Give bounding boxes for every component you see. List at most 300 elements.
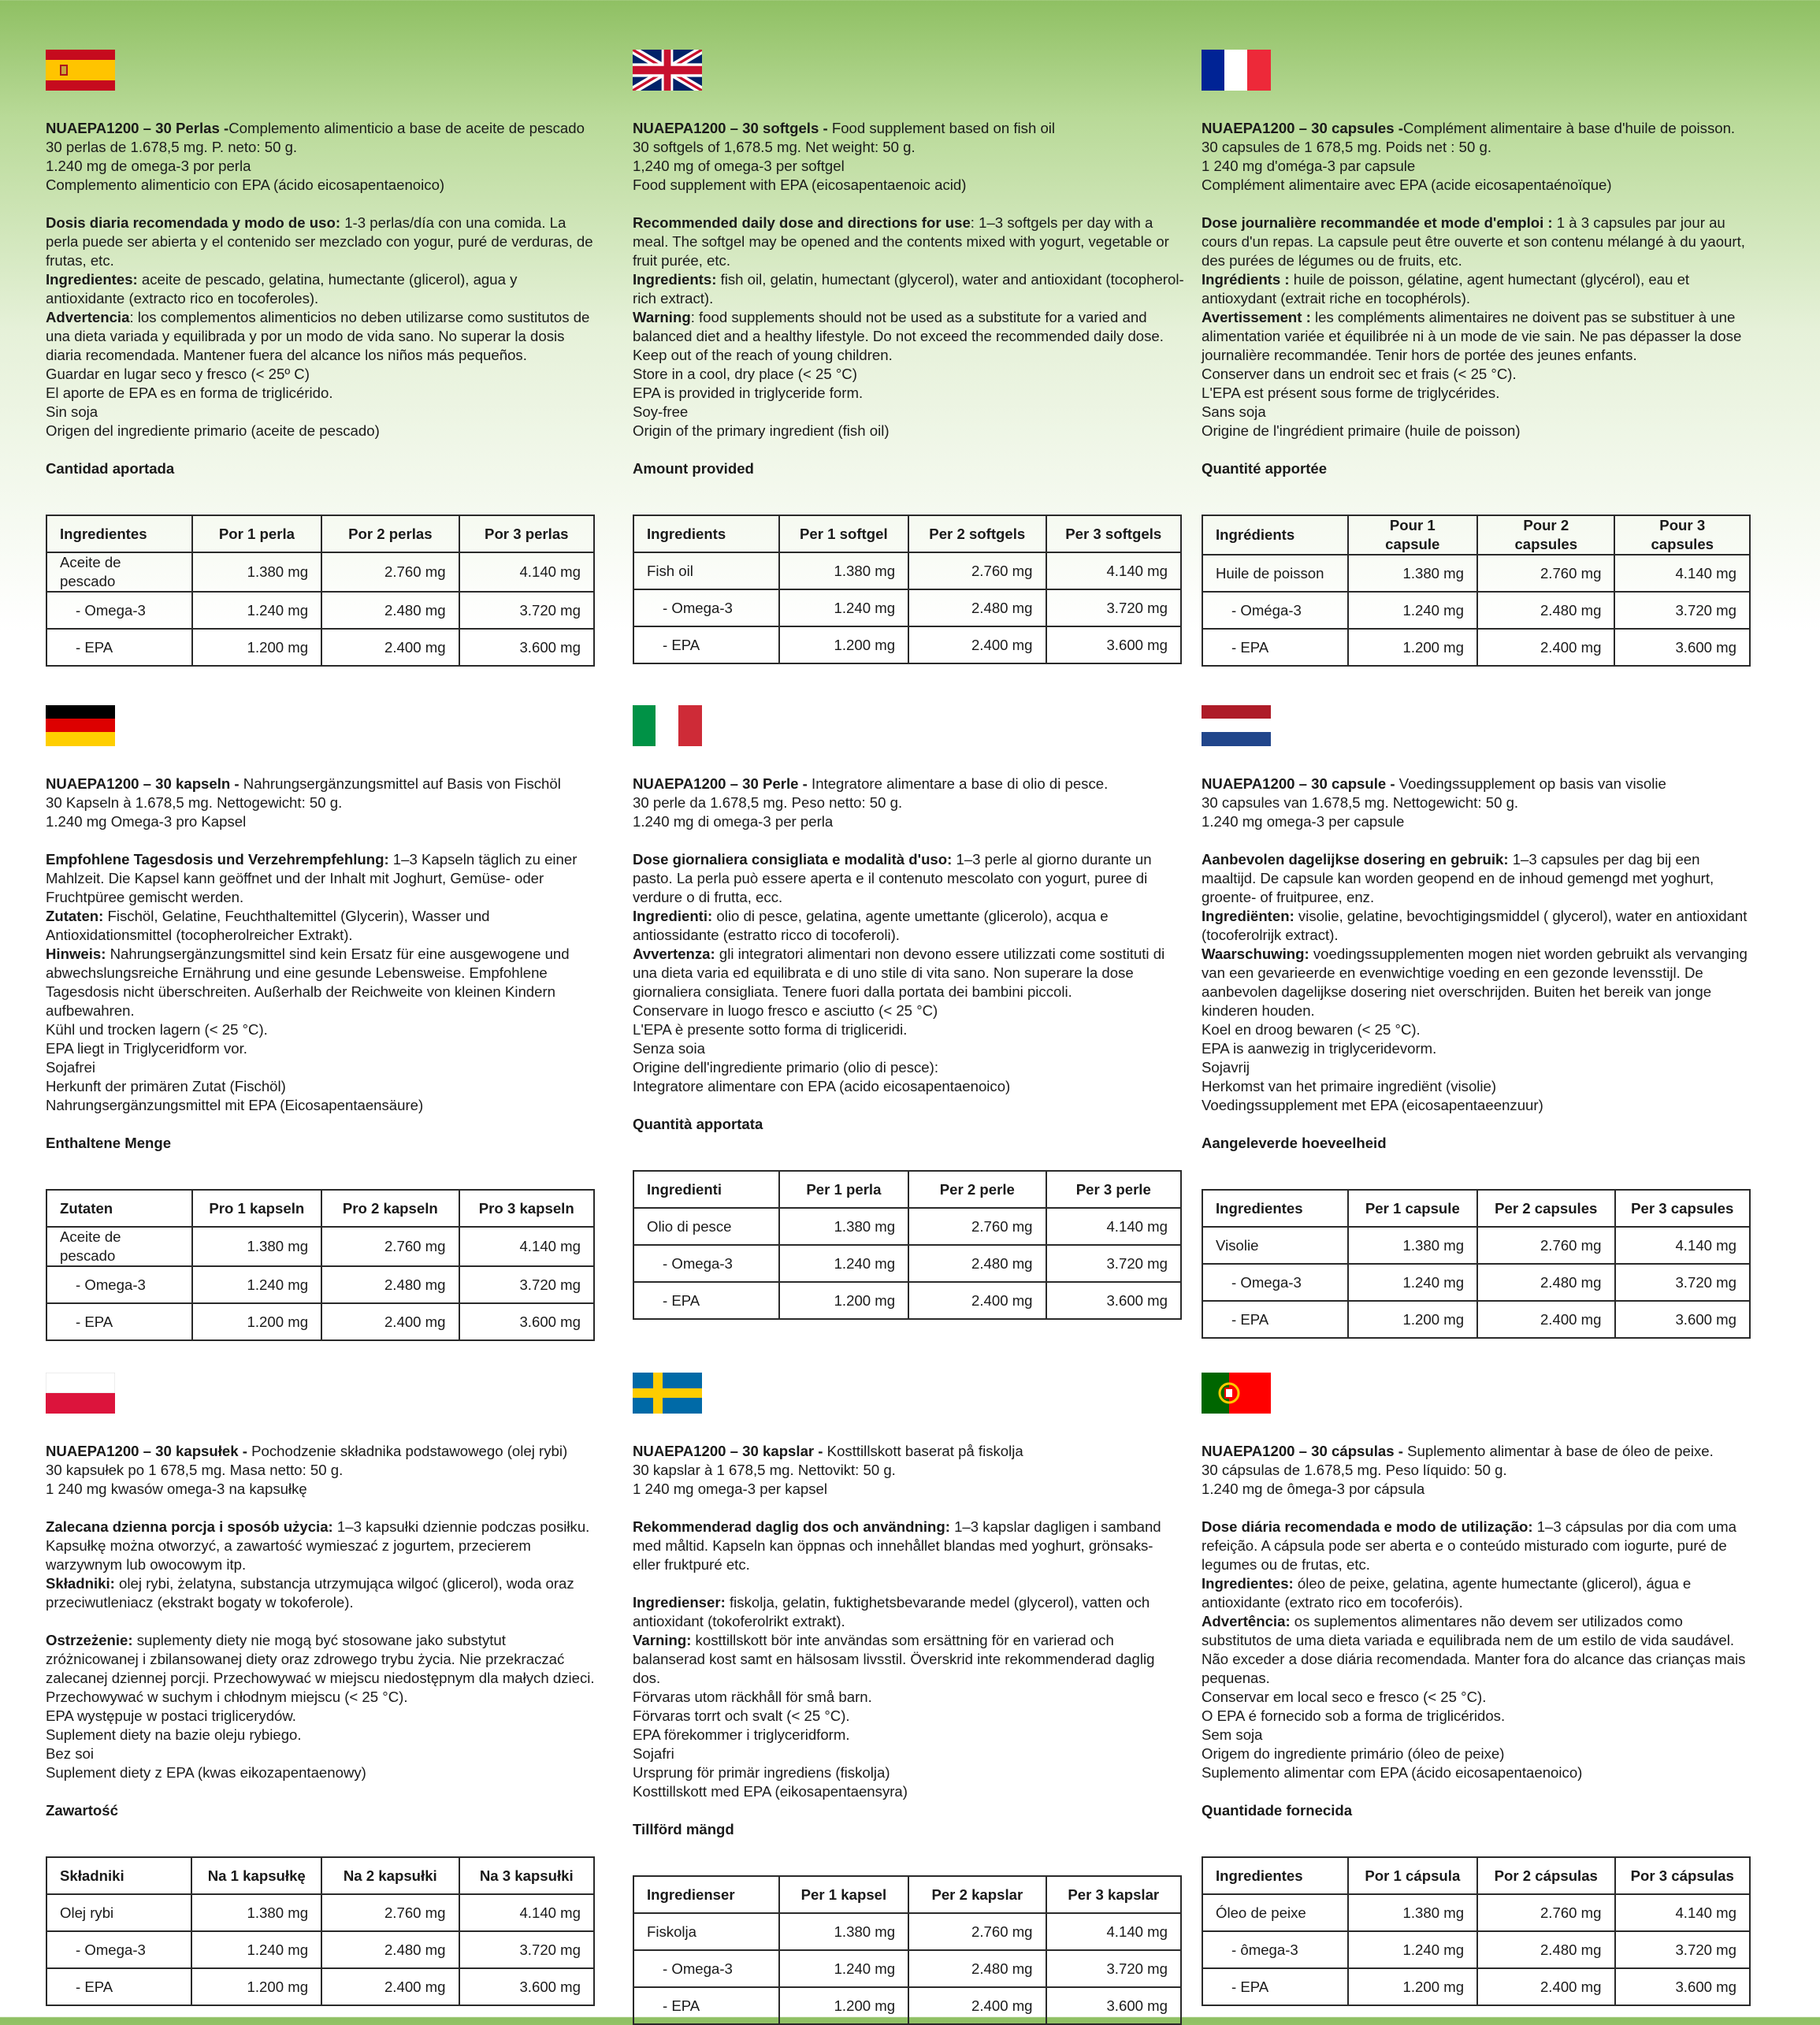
portugal-flag-icon <box>1202 1373 1271 1414</box>
table-cell: Olio di pesce <box>633 1208 779 1245</box>
table-row <box>1202 555 1750 592</box>
product-section-fr <box>1202 50 1753 667</box>
table-row <box>46 592 594 629</box>
info-paragraph <box>1202 1574 1753 1612</box>
table-row <box>1202 1227 1750 1264</box>
product-spec-line: 30 Kapseln à 1.678,5 mg. Nettogewicht: 50 g. <box>46 794 343 811</box>
amount-title: Zawartość <box>46 1802 118 1819</box>
info-text: aceite de pescado, gelatina, humectante (glicerol), agua y antioxidante (extracto rico en tocoferoles). <box>46 271 518 307</box>
table-cell: - EPA <box>1202 1968 1348 2005</box>
storage-info-line: Soy-free <box>633 403 689 420</box>
table-cell: - Omega-3 <box>633 1950 779 1987</box>
table-cell: 2.760 mg <box>908 1913 1046 1950</box>
table-header-row <box>1202 1857 1750 1894</box>
info-text: gli integratori alimentari non devono essere utilizzati come sostituti di una dieta varia ed equilibrata e di uno stile di vita sano. Non superare la dose giornaliera consigliata. Tenere fuori dalla portata dei bambini piccoli. <box>633 946 1165 1000</box>
product-description: Integratore alimentare a base di olio di pesce. <box>807 775 1109 792</box>
nutrition-table <box>46 515 595 667</box>
storage-info-line: Sojafrei <box>46 1059 96 1076</box>
table-cell: - EPA <box>633 626 779 663</box>
product-header <box>633 119 1184 138</box>
storage-info-line: L'EPA è presente sotto forma di trigliceridi. <box>633 1021 908 1038</box>
table-cell: 2.760 mg <box>908 1208 1046 1245</box>
info-paragraph <box>46 308 597 365</box>
storage-info-line: O EPA é fornecido sob a forma de triglicéridos. <box>1202 1707 1506 1724</box>
column-header: Per 2 kapslar <box>908 1876 1046 1913</box>
table-row <box>633 1245 1181 1282</box>
table-cell: 1.240 mg <box>779 1245 908 1282</box>
table-row <box>46 1227 594 1266</box>
table-cell: 4.140 mg <box>459 1227 595 1266</box>
table-cell: 4.140 mg <box>1615 1227 1751 1264</box>
table-cell: - ômega-3 <box>1202 1931 1348 1968</box>
info-text: 1–3 kapsułki dziennie podczas posiłku. Kapsułkę można otworzyć, a zawartość wymieszać z jogurtem, przecierem warzywnym lub owocowym itp. <box>46 1518 590 1573</box>
table-cell: 2.480 mg <box>321 1931 459 1968</box>
column-header: Per 1 capsule <box>1348 1190 1477 1227</box>
nutrition-table <box>1202 1856 1751 2006</box>
product-name: NUAEPA1200 – 30 Perle - <box>633 775 808 792</box>
info-text: visolie, gelatine, bevochtigingsmiddel ( glycerol), water en antioxidant (tocoferolrijk extract). <box>1202 908 1748 943</box>
table-cell: Fish oil <box>633 552 779 589</box>
table-cell: Aceite de pescado <box>46 552 192 592</box>
storage-info-line: EPA förekommer i triglyceridform. <box>633 1726 850 1743</box>
table-header-row <box>46 1190 594 1227</box>
table-cell: 3.600 mg <box>459 629 594 666</box>
table-row <box>633 626 1181 663</box>
table-cell: 2.400 mg <box>1477 1301 1614 1338</box>
amount-title: Enthaltene Menge <box>46 1135 172 1151</box>
table-header-row <box>1202 1190 1750 1227</box>
info-label: Aanbevolen dagelijkse dosering en gebruik: <box>1202 851 1509 868</box>
info-label: Dose giornaliera consigliata e modalità d'uso: <box>633 851 953 868</box>
info-text: 1–3 cápsulas por dia com uma refeição. A cápsula pode ser aberta e o conteúdo misturado com iogurte, puré de legumes ou de frutas, etc. <box>1202 1518 1736 1573</box>
product-name: NUAEPA1200 – 30 kapslar - <box>633 1443 823 1459</box>
table-cell: Fiskolja <box>633 1913 779 1950</box>
storage-info-line: Guardar en lugar seco y fresco (< 25º C) <box>46 366 310 382</box>
product-name: NUAEPA1200 – 30 softgels - <box>633 120 828 136</box>
info-paragraph <box>633 1593 1184 1631</box>
column-header: Per 2 softgels <box>908 515 1046 552</box>
table-cell: 2.480 mg <box>1477 592 1614 629</box>
product-description: Kosttillskott baserat på fiskolja <box>823 1443 1023 1459</box>
column-header: Pro 2 kapseln <box>321 1190 459 1227</box>
column-header: Ingredienti <box>633 1171 779 1208</box>
product-spec-line: 30 capsules de 1 678,5 mg. Poids net : 50 g. <box>1202 139 1491 155</box>
table-row <box>1202 1968 1750 2005</box>
info-label: Avertissement : <box>1202 309 1311 325</box>
netherlands-flag-icon <box>1202 705 1271 746</box>
table-cell: 3.600 mg <box>1614 629 1750 666</box>
table-cell: - EPA <box>1202 1301 1348 1338</box>
table-cell: Olej rybi <box>46 1894 191 1931</box>
info-text: 1-3 perlas/día con una comida. La perla puede ser abierta y el contenido ser mezclado con yogur, puré de verduras, de frutas, etc. <box>46 214 593 269</box>
info-paragraph <box>633 214 1184 270</box>
table-cell: 3.600 mg <box>459 1968 595 2005</box>
info-paragraph <box>1202 945 1753 1020</box>
storage-info-line: Suplement diety na bazie oleju rybiego. <box>46 1726 302 1743</box>
info-label: Ingrédients : <box>1202 271 1290 288</box>
column-header: Ingredients <box>633 515 779 552</box>
product-description: Nahrungsergänzungsmittel auf Basis von Fischöl <box>239 775 561 792</box>
column-header: Per 1 perla <box>779 1171 908 1208</box>
nutrition-table <box>633 1875 1182 2025</box>
table-cell: Visolie <box>1202 1227 1348 1264</box>
table-cell: 1.380 mg <box>779 552 908 589</box>
amount-title: Amount provided <box>633 460 754 477</box>
table-header-row <box>633 1876 1181 1913</box>
amount-title: Aangeleverde hoeveelheid <box>1202 1135 1387 1151</box>
info-text: olio di pesce, gelatina, agente umettante (glicerolo), acqua e antiossidante (estratto ricco di tocoferoli). <box>633 908 1109 943</box>
info-text: : food supplements should not be used as a substitute for a varied and balanced diet and a healthy lifestyle. Do not exceed the recommended daily dose. Keep out of the reach of young children. <box>633 309 1164 363</box>
table-cell: 3.600 mg <box>459 1303 595 1340</box>
column-header: Na 1 kapsułkę <box>191 1857 321 1894</box>
storage-info-line: EPA liegt in Triglyceridform vor. <box>46 1040 247 1057</box>
table-cell: 3.600 mg <box>1046 1987 1181 2024</box>
column-header: Na 3 kapsułki <box>459 1857 595 1894</box>
info-label: Warning <box>633 309 691 325</box>
info-paragraph <box>1202 1518 1753 1574</box>
table-row <box>1202 1931 1750 1968</box>
product-spec-line: 30 capsules van 1.678,5 mg. Nettogewicht: 50 g. <box>1202 794 1519 811</box>
info-label: Zutaten: <box>46 908 104 924</box>
table-cell: 2.760 mg <box>321 1227 459 1266</box>
table-cell: 3.720 mg <box>1614 592 1750 629</box>
info-text: óleo de peixe, gelatina, agente humectante (glicerol), água e antioxidante (extrato rico em tocoferóis). <box>1202 1575 1692 1611</box>
info-text: : los complementos alimenticios no deben utilizarse como sustitutos de una dieta variada y equilibrada y por un modo de vida sano. No superar la dosis diaria recomendada. Mantener fuera del alcance los niños más pequeños. <box>46 309 590 363</box>
table-row <box>633 1282 1181 1319</box>
table-cell: 4.140 mg <box>1615 1894 1751 1931</box>
table-cell: 1.200 mg <box>779 626 908 663</box>
table-cell: 3.600 mg <box>1615 1301 1751 1338</box>
product-section-nl <box>1202 705 1753 1339</box>
table-cell: 2.480 mg <box>908 1245 1046 1282</box>
storage-info-line: Conserver dans un endroit sec et frais (< 25 °C). <box>1202 366 1517 382</box>
column-header: Por 2 cápsulas <box>1477 1857 1614 1894</box>
table-cell: 2.480 mg <box>908 589 1046 626</box>
uk-flag-icon <box>633 50 702 91</box>
info-text: olej rybi, żelatyna, substancja utrzymująca wilgoć (glicerol), woda oraz przeciwutleniacz (ekstrakt bogaty w tokoferole). <box>46 1575 574 1611</box>
table-cell: 3.720 mg <box>1046 1950 1181 1987</box>
storage-info-line: Suplement diety z EPA (kwas eikozapentaenowy) <box>46 1764 366 1781</box>
table-cell: 3.720 mg <box>459 592 594 629</box>
product-name: NUAEPA1200 – 30 capsules - <box>1202 120 1403 136</box>
table-cell: - Oméga-3 <box>1202 592 1348 629</box>
storage-info-line: Sojafri <box>633 1745 674 1762</box>
product-description: Pochodzenie składnika podstawowego (olej rybi) <box>247 1443 568 1459</box>
table-cell: Óleo de peixe <box>1202 1894 1348 1931</box>
table-cell: - Omega-3 <box>1202 1264 1348 1301</box>
storage-info-line: Bez soi <box>46 1745 94 1762</box>
product-spec-line: 30 perle da 1.678,5 mg. Peso netto: 50 g. <box>633 794 903 811</box>
info-paragraph <box>1202 850 1753 907</box>
product-section-pl <box>46 1373 597 2006</box>
table-row <box>1202 592 1750 629</box>
product-description: Voedingssupplement op basis van visolie <box>1395 775 1666 792</box>
info-label: Recommended daily dose and directions for use <box>633 214 971 231</box>
table-cell: 1.200 mg <box>191 1968 321 2005</box>
info-paragraph <box>633 308 1184 365</box>
product-spec-line: Complément alimentaire avec EPA (acide eicosapentaénoïque) <box>1202 176 1612 193</box>
info-text: 1–3 perle al giorno durante un pasto. La perla può essere aperta e il contenuto mescolato con yogurt, puree di verdure o di frutta, ecc. <box>633 851 1152 905</box>
info-text: : 1–3 softgels per day with a meal. The softgel may be opened and the contents mixed with yogurt, vegetable or fruit purée, etc. <box>633 214 1169 269</box>
table-cell: 1.380 mg <box>1348 555 1477 592</box>
table-cell: 1.240 mg <box>1348 1264 1477 1301</box>
product-section-sv <box>633 1373 1184 2025</box>
storage-info-line: Ursprung för primär ingrediens (fiskolja) <box>633 1764 890 1781</box>
column-header: Ingredienser <box>633 1876 779 1913</box>
table-cell: 1.240 mg <box>192 1266 322 1303</box>
storage-info-line: Kosttillskott med EPA (eikosapentaensyra) <box>633 1783 908 1800</box>
amount-title: Quantità apportata <box>633 1116 763 1132</box>
info-label: Ingredienser: <box>633 1594 726 1611</box>
storage-info-line: Integratore alimentare con EPA (acido eicosapentaenoico) <box>633 1078 1011 1094</box>
column-header: Por 1 perla <box>192 515 321 552</box>
table-cell: 3.720 mg <box>1046 1245 1181 1282</box>
column-header: Ingrédients <box>1202 515 1348 555</box>
product-description: Food supplement based on fish oil <box>827 120 1056 136</box>
product-description: Complément alimentaire à base d'huile de poisson. <box>1402 120 1736 136</box>
column-header: Ingredientes <box>1202 1190 1348 1227</box>
table-row <box>46 1931 594 1968</box>
table-cell: 1.200 mg <box>1348 1301 1477 1338</box>
storage-info-line: EPA is provided in triglyceride form. <box>633 385 864 401</box>
table-cell: - EPA <box>633 1987 779 2024</box>
table-cell: 1.240 mg <box>1348 1931 1477 1968</box>
column-header: Per 3 perle <box>1046 1171 1181 1208</box>
column-header: Ingredientes <box>1202 1857 1348 1894</box>
product-section-en <box>633 50 1184 664</box>
column-header: Por 2 perlas <box>321 515 459 552</box>
info-label: Ingredientes: <box>46 271 138 288</box>
table-cell: - EPA <box>46 1303 192 1340</box>
table-header-row <box>633 1171 1181 1208</box>
info-paragraph <box>46 945 597 1020</box>
info-text: fiskolja, gelatin, fuktighetsbevarande medel (glycerol), vatten och antioxidant (tokoferolrikt extrakt). <box>633 1594 1150 1629</box>
table-cell: 3.720 mg <box>459 1931 595 1968</box>
column-header: Pro 3 kapseln <box>459 1190 595 1227</box>
info-label: Dosis diaria recomendada y modo de uso: <box>46 214 341 231</box>
info-text: 1 à 3 capsules par jour au cours d'un repas. La capsule peut être ouverte et son contenu mélangé à du yaourt, des purées de légumes ou de fruits, etc. <box>1202 214 1745 269</box>
storage-info-line: Przechowywać w suchym i chłodnym miejscu (< 25 °C). <box>46 1689 408 1705</box>
column-header: Por 3 perlas <box>459 515 594 552</box>
product-spec-line: 30 softgels of 1,678.5 mg. Net weight: 50 g. <box>633 139 916 155</box>
storage-info-line: Senza soia <box>633 1040 705 1057</box>
germany-flag-icon <box>46 705 115 746</box>
table-cell: 3.720 mg <box>1046 589 1182 626</box>
info-text: os suplementos alimentares não devem ser utilizados como substitutos de uma dieta variada e equilibrada nem de um estilo de vida saudável. Não exceder a dose diária recomendada. Manter fora do alcance das crianças mais pequenas. <box>1202 1613 1746 1686</box>
info-paragraph <box>633 850 1184 907</box>
storage-info-line: Origine de l'ingrédient primaire (huile de poisson) <box>1202 422 1521 439</box>
table-cell: 1.200 mg <box>192 629 321 666</box>
product-spec-line: 1 240 mg kwasów omega-3 na kapsułkę <box>46 1481 307 1497</box>
table-header-row <box>46 515 594 552</box>
product-section-pt <box>1202 1373 1753 2006</box>
column-header: Per 3 softgels <box>1046 515 1182 552</box>
table-row <box>633 1950 1181 1987</box>
product-header <box>1202 119 1753 138</box>
table-cell: 2.400 mg <box>908 626 1046 663</box>
info-paragraph <box>1202 308 1753 365</box>
table-cell: 1.380 mg <box>779 1208 908 1245</box>
amount-title: Cantidad aportada <box>46 460 175 477</box>
info-label: Waarschuwing: <box>1202 946 1309 962</box>
table-cell: 4.140 mg <box>459 1894 595 1931</box>
product-section-it <box>633 705 1184 1320</box>
table-cell: 1.240 mg <box>779 1950 908 1987</box>
info-label: Ostrzeżenie: <box>46 1632 133 1648</box>
table-header-row <box>1202 515 1750 555</box>
product-spec-line: 30 cápsulas de 1.678,5 mg. Peso líquido: 50 g. <box>1202 1462 1507 1478</box>
info-text: kosttillskott bör inte användas som ersättning för en varierad och balanserad kost samt en hälsosam livsstil. Överskrid inte rekommenderad daglig dos. <box>633 1632 1155 1686</box>
storage-info-line: Herkomst van het primaire ingrediënt (visolie) <box>1202 1078 1497 1094</box>
product-description: Suplemento alimentar à base de óleo de peixe. <box>1402 1443 1714 1459</box>
product-spec-line: 1.240 mg de omega-3 por perla <box>46 158 251 174</box>
table-cell: 2.400 mg <box>321 1968 459 2005</box>
product-name: NUAEPA1200 – 30 cápsulas - <box>1202 1443 1403 1459</box>
column-header: Por 1 cápsula <box>1348 1857 1477 1894</box>
storage-info-line: Suplemento alimentar com EPA (ácido eicosapentaenoico) <box>1202 1764 1583 1781</box>
product-spec-line: Food supplement with EPA (eicosapentaenoic acid) <box>633 176 967 193</box>
column-header: Składniki <box>46 1857 191 1894</box>
table-cell: 2.760 mg <box>1477 555 1614 592</box>
info-label: Hinweis: <box>46 946 106 962</box>
table-cell: - Omega-3 <box>46 1931 191 1968</box>
table-row <box>1202 629 1750 666</box>
info-paragraph <box>633 945 1184 1001</box>
table-row <box>46 1968 594 2005</box>
table-cell: 2.760 mg <box>321 552 459 592</box>
nutrition-table <box>633 515 1182 664</box>
table-cell: - Omega-3 <box>46 592 192 629</box>
table-cell: - Omega-3 <box>633 1245 779 1282</box>
info-label: Składniki: <box>46 1575 115 1592</box>
product-spec-line: 1 240 mg d'oméga-3 par capsule <box>1202 158 1416 174</box>
info-label: Ingredientes: <box>1202 1575 1294 1592</box>
table-cell: 4.140 mg <box>1046 1913 1181 1950</box>
storage-info-line: EPA is aanwezig in triglyceridevorm. <box>1202 1040 1437 1057</box>
info-text: huile de poisson, gélatine, agent humectant (glycérol), eau et antioxydant (extrait riche en tocophérols). <box>1202 271 1690 307</box>
table-cell: 3.720 mg <box>1615 1264 1751 1301</box>
info-text: Fischöl, Gelatine, Feuchthaltemittel (Glycerin), Wasser und Antioxidationsmittel (tocopherolreicher Extrakt). <box>46 908 490 943</box>
table-row <box>633 589 1181 626</box>
product-header <box>46 775 597 793</box>
product-header <box>46 119 597 138</box>
info-paragraph <box>1202 907 1753 945</box>
table-header-row <box>46 1857 594 1894</box>
storage-info-line: Voedingssupplement met EPA (eicosapentaeenzuur) <box>1202 1097 1543 1113</box>
column-header: Ingredientes <box>46 515 192 552</box>
product-spec-line: 1.240 mg di omega-3 per perla <box>633 813 834 830</box>
storage-info-line: Herkunft der primären Zutat (Fischöl) <box>46 1078 286 1094</box>
italy-flag-icon <box>633 705 702 746</box>
amount-title: Quantidade fornecida <box>1202 1802 1353 1819</box>
storage-info-line: Nahrungsergänzungsmittel mit EPA (Eicosapentaensäure) <box>46 1097 424 1113</box>
table-cell: 2.400 mg <box>321 629 459 666</box>
storage-info-line: L'EPA est présent sous forme de triglycérides. <box>1202 385 1500 401</box>
info-paragraph <box>46 1631 597 1688</box>
storage-info-line: EPA występuje w postaci triglicerydów. <box>46 1707 296 1724</box>
product-name: NUAEPA1200 – 30 kapseln - <box>46 775 240 792</box>
storage-info-line: Origine dell'ingrediente primario (olio di pesce): <box>633 1059 939 1076</box>
table-cell: 3.720 mg <box>459 1266 595 1303</box>
info-paragraph <box>633 907 1184 945</box>
column-header: Per 3 kapslar <box>1046 1876 1181 1913</box>
storage-info-line: Förvaras torrt och svalt (< 25 °C). <box>633 1707 850 1724</box>
table-cell: 1.380 mg <box>1348 1894 1477 1931</box>
info-paragraph <box>46 850 597 907</box>
table-row <box>633 552 1181 589</box>
table-cell: - EPA <box>633 1282 779 1319</box>
table-cell: 1.380 mg <box>191 1894 321 1931</box>
info-text: 1–3 kapslar dagligen i samband med måltid. Kapseln kan öppnas och innehållet blandas med yoghurt, grönsaks- eller fruktpuré etc. <box>633 1518 1161 1573</box>
info-paragraph <box>1202 270 1753 308</box>
table-row <box>1202 1264 1750 1301</box>
info-text: fish oil, gelatin, humectant (glycerol), water and antioxidant (tocopherol-rich extract). <box>633 271 1184 307</box>
info-paragraph <box>633 1518 1184 1574</box>
info-text: 1–3 capsules per dag bij een maaltijd. De capsule kan worden geopend en de inhoud gemengd met yoghurt, groente- of fruitpuree, enz. <box>1202 851 1714 905</box>
info-text: les compléments alimentaires ne doivent pas se substituer à une alimentation variée et équilibrée ni à un mode de vie sain. Ne pas dépasser la dose journalière recommandée. Tenir hors de portée des jeunes enfants. <box>1202 309 1742 363</box>
table-cell: 2.480 mg <box>321 592 459 629</box>
info-paragraph <box>46 907 597 945</box>
storage-info-line: Sans soja <box>1202 403 1266 420</box>
amount-title: Quantité apportée <box>1202 460 1328 477</box>
storage-info-line: Sojavrij <box>1202 1059 1250 1076</box>
info-paragraph <box>46 270 597 308</box>
table-row <box>46 629 594 666</box>
product-name: NUAEPA1200 – 30 kapsułek - <box>46 1443 247 1459</box>
product-header <box>1202 1442 1753 1461</box>
storage-info-line: Sin soja <box>46 403 98 420</box>
table-cell: 2.400 mg <box>321 1303 459 1340</box>
column-header: Na 2 kapsułki <box>321 1857 459 1894</box>
product-spec-line: 1,240 mg of omega-3 per softgel <box>633 158 845 174</box>
table-cell: - EPA <box>1202 629 1348 666</box>
table-cell: 1.200 mg <box>779 1282 908 1319</box>
table-cell: 1.380 mg <box>192 1227 322 1266</box>
info-paragraph <box>46 214 597 270</box>
table-row <box>633 1913 1181 1950</box>
table-cell: 2.760 mg <box>1477 1894 1614 1931</box>
table-cell: 1.240 mg <box>1348 592 1477 629</box>
table-cell: 2.480 mg <box>1477 1264 1614 1301</box>
info-text: voedingssupplementen mogen niet worden gebruikt als vervanging van een gevarieerde en evenwichtige voeding en een gezonde levensstijl. De aanbevolen dagelijkse dosering niet overschrijden. Buiten het bereik van jonge kinderen houden. <box>1202 946 1748 1019</box>
nutrition-table <box>46 1189 595 1341</box>
table-row <box>46 552 594 592</box>
table-cell: 3.600 mg <box>1615 1968 1751 2005</box>
table-cell: 1.380 mg <box>192 552 321 592</box>
info-label: Advertência: <box>1202 1613 1291 1629</box>
info-label: Ingredienti: <box>633 908 713 924</box>
info-text: Nahrungsergänzungsmittel sind kein Ersatz für eine ausgewogene und abwechslungsreiche Ernährung und eine gesunde Lebensweise. Empfohlene Tagesdosis nicht überschreiten. Außerhalb der Reichweite von kleinen Kindern aufbewahren. <box>46 946 570 1019</box>
table-cell: 1.240 mg <box>779 589 908 626</box>
product-name: NUAEPA1200 – 30 Perlas - <box>46 120 229 136</box>
column-header: Pour 1 capsule <box>1348 515 1477 555</box>
product-name: NUAEPA1200 – 30 capsule - <box>1202 775 1395 792</box>
table-cell: 4.140 mg <box>459 552 594 592</box>
table-cell: 2.760 mg <box>1477 1227 1614 1264</box>
column-header: Per 1 kapsel <box>779 1876 908 1913</box>
table-cell: - Omega-3 <box>633 589 779 626</box>
table-cell: 1.240 mg <box>191 1931 321 1968</box>
table-cell: 4.140 mg <box>1046 1208 1181 1245</box>
product-spec-line: 30 kapsułek po 1 678,5 mg. Masa netto: 50 g. <box>46 1462 344 1478</box>
column-header: Pour 2 capsules <box>1477 515 1614 555</box>
info-label: Empfohlene Tagesdosis und Verzehrempfehlung: <box>46 851 389 868</box>
info-paragraph <box>46 1518 597 1574</box>
table-row <box>633 1208 1181 1245</box>
table-cell: 3.600 mg <box>1046 626 1182 663</box>
table-cell: 3.600 mg <box>1046 1282 1181 1319</box>
column-header: Per 1 softgel <box>779 515 908 552</box>
